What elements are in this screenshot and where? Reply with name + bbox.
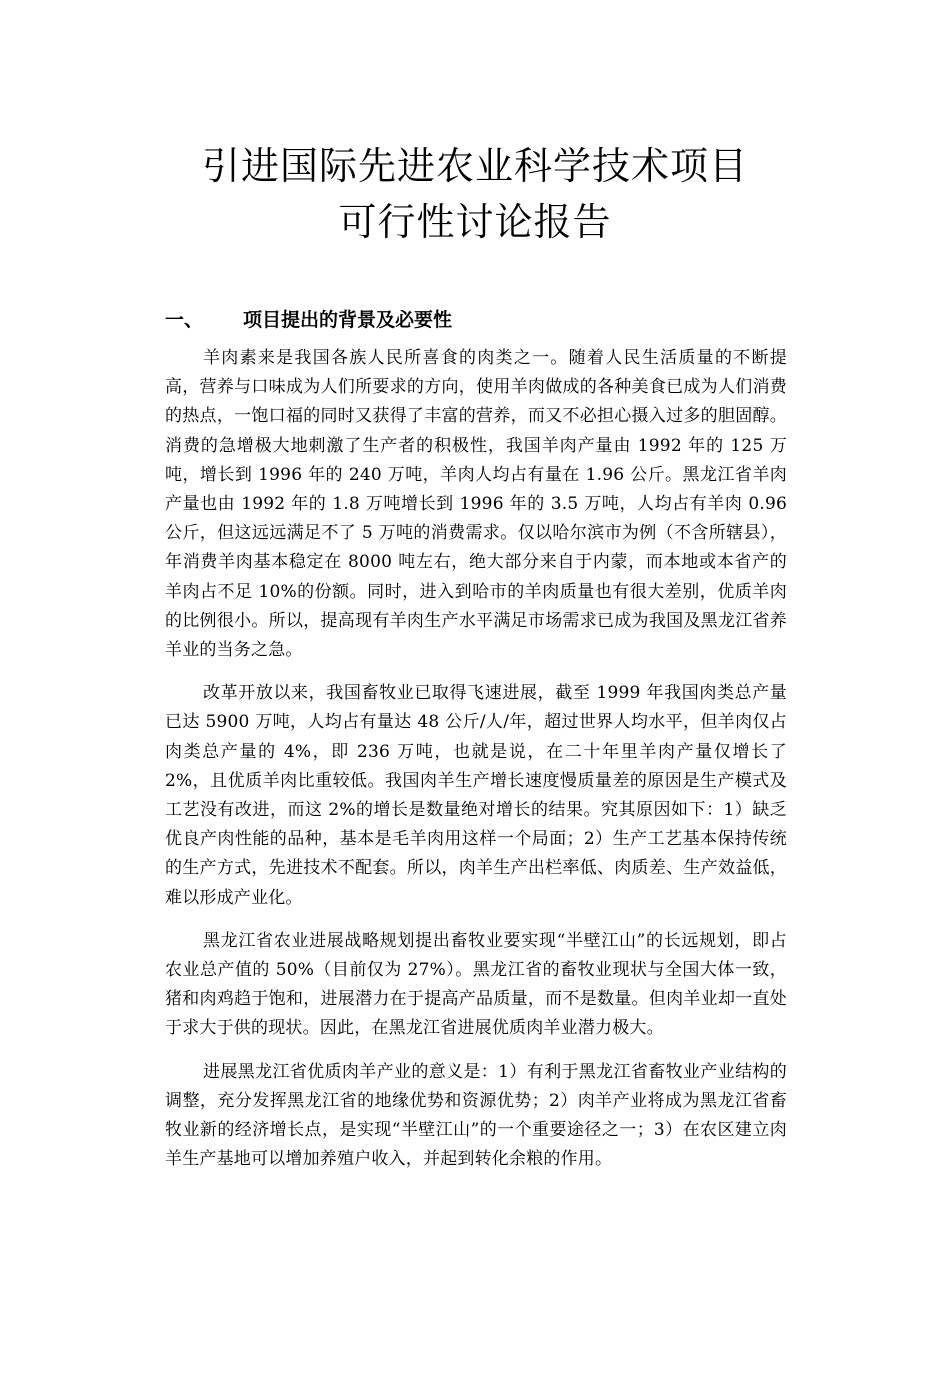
- section-heading: [165, 306, 805, 334]
- title-line-2: 可行性讨论报告: [338, 200, 612, 244]
- paragraph-1: 羊肉素来是我国各族人民所喜食的肉类之一。随着人民生活质量的不断提高，营养与口味成为人们所要求的方向，使用羊肉做成的各种美食已成为人们消费的热点，一饱口福的同时又获得了丰富的营养，而又不必担心摄入过多的胆固醇。消费的急增极大地刺激了生产者的积极性，我国羊肉产量由 1992 年的 125 万吨，增长到 1996 年的 240 万吨，羊肉人均占有量在 1.96 公斤。黑龙江省羊肉产量也由 1992 年的 1.8 万吨增长到 1996 年的 3.5 万吨，人均占有羊肉 0.96 公斤，但这远远满足不了 5 万吨的消费需求。仅以哈尔滨市为例（不含所辖县），年消费羊肉基本稳定在 8000 吨左右，绝大部分来自于内蒙，而本地或本省产的羊肉占不足 10%的份额。同时，进入到哈市的羊肉质量也有很大差别，优质羊肉的比例很小。所以，提高现有羊肉生产水平满足市场需求已成为我国及黑龙江省养羊业的当务之急。: [165, 348, 787, 661]
- paragraph-2: 改革开放以来，我国畜牧业已取得飞速进展，截至 1999 年我国肉类总产量已达 5900 万吨，人均占有量达 48 公斤/人/年，超过世界人均水平，但羊肉仅占肉类总产量的 4%，即 236 万吨，也就是说，在二十年里羊肉产量仅增长了 2%，且优质羊肉比重较低。我国肉羊生产增长速度慢质量差的原因是生产模式及工艺没有改进，而这 2%的增长是数量绝对增长的结果。究其原因如下：1）缺乏优良产肉性能的品种，基本是毛羊肉用这样一个局面；2）生产工艺基本保持传统的生产方式，先进技术不配套。所以，肉羊生产出栏率低、肉质差、生产效益低，难以形成产业化。: [165, 683, 787, 908]
- body-text: [165, 344, 787, 1188]
- title-line-1: 引进国际先进农业科学技术项目: [201, 144, 748, 188]
- section-heading-text: 项目提出的背景及必要性: [243, 309, 453, 331]
- section-number: 一、: [165, 309, 204, 331]
- paragraph-4: 进展黑龙江省优质肉羊产业的意义是：1）有利于黑龙江省畜牧业产业结构的调整，充分发挥黑龙江省的地缘优势和资源优势；2）肉羊产业将成为黑龙江省畜牧业新的经济增长点，是实现“半壁江山”的一个重要途径之一；3）在农区建立肉羊生产基地可以增加养殖户收入，并起到转化余粮的作用。: [165, 1061, 787, 1170]
- paragraph-3: 黑龙江省农业进展战略规划提出畜牧业要实现“半壁江山”的长远规划，即占农业总产值的 50%（目前仅为 27%）。黑龙江省的畜牧业现状与全国大体一致，猪和肉鸡趋于饱和，进展潜力在于提高产品质量，而不是数量。但肉羊业却一直处于求大于供的现状。因此，在黑龙江省进展优质肉羊业潜力极大。: [165, 930, 787, 1039]
- document-title: [0, 138, 950, 250]
